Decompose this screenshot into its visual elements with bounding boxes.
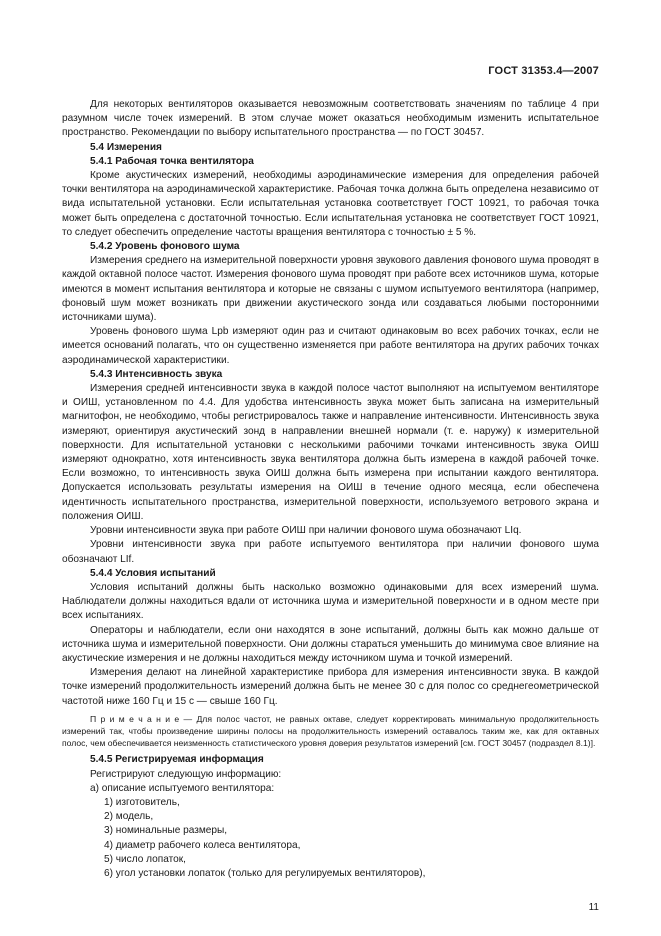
list-subitem: 5) число лопаток, bbox=[104, 853, 186, 865]
note-paragraph bbox=[62, 713, 599, 750]
section-5-4-1-heading: 5.4.1 Рабочая точка вентилятора bbox=[90, 155, 254, 167]
section-5-4-3-p3: Уровни интенсивности звука при работе испытуемого вентилятора при наличии фонового шума обозначают LIf. bbox=[62, 539, 599, 565]
page-number: 11 bbox=[588, 902, 599, 913]
section-5-4-5-heading: 5.4.5 Регистрируемая информация bbox=[90, 754, 264, 766]
page-body bbox=[62, 98, 599, 881]
section-5-4-4-p2: Операторы и наблюдатели, если они находятся в зоне испытаний, должны быть как можно дальше от источника шума и измерительной поверхности. Они должны стараться уменьшить до минимума свое влияние на акустические измерения и не должны находиться между источником шума и точкой измерений. bbox=[62, 624, 599, 664]
section-5-4-2-p2: Уровень фонового шума Lpb измеряют один раз и считают одинаковым во всех рабочих точках, если не имеется оснований полагать, что он существенно изменяется при работе вентилятора на других рабочих точках аэродинамической характеристики. bbox=[62, 326, 599, 366]
section-5-4-4-p3: Измерения делают на линейной характеристике прибора для измерения интенсивности звука. В каждой точке измерений продолжительность измерений должна быть не менее 30 с для полос со среднегеометрической частотой ниже 160 Гц и 15 с — свыше 160 Гц. bbox=[62, 667, 599, 707]
section-5-4-4-heading: 5.4.4 Условия испытаний bbox=[90, 567, 216, 579]
section-5-4-2-p1: Измерения среднего на измерительной поверхности уровня звукового давления фонового шума проводят в каждой октавной полосе частот. Измерения фонового шума проводят при работе всех источников шума, которые имеются в момент испытания вентилятора и которые не связаны с шумом испытуемого вентилятора (например, фоновый шум может возникать при движении акустического зонда или создаваться любыми посторонними источниками шума). bbox=[62, 255, 599, 324]
list-subitem: 1) изготовитель, bbox=[104, 796, 180, 808]
section-5-4-1-text: Кроме акустических измерений, необходимы аэродинамические измерения для определения рабочей точки вентилятора на аэродинамической характеристике. Рабочая точка должна быть определена независимо от вида испытательной установки. Если испытательная установка соответствует ГОСТ 10921, то рабочая точка может быть определена с достаточной точностью. Если испытательная установка не соответствует ГОСТ 10921, то следует обеспечить определение частоты вращения вентилятора с точностью ± 5 %. bbox=[62, 170, 599, 238]
list-subitem: 4) диаметр рабочего колеса вентилятора, bbox=[104, 839, 301, 851]
note-text: — Для полос частот, не равных октаве, следует корректировать минимальную продолжительность измерений так, чтобы произведение ширины полосы на продолжительность измерений оставалось таким же, как для октавных полос, чем обеспечивается неизменность статистического уровня доверия результатов измерений [см. ГОСТ 30457 (подраздел 8.1)]. bbox=[62, 713, 599, 749]
section-5-4-4-p1: Условия испытаний должны быть насколько возможно одинаковыми для всех измерений шума. Наблюдатели должны находиться вдали от источника шума и измерительной поверхности и в одном месте при всех испытаниях. bbox=[62, 581, 599, 622]
section-5-4-3-heading: 5.4.3 Интенсивность звука bbox=[90, 368, 223, 380]
list-item-a: а) описание испытуемого вентилятора: bbox=[90, 782, 275, 794]
note-label: П р и м е ч а н и е bbox=[90, 713, 180, 724]
section-5-4-heading: 5.4 Измерения bbox=[90, 141, 162, 153]
section-5-4-2-heading: 5.4.2 Уровень фонового шума bbox=[90, 241, 240, 253]
standard-header: ГОСТ 31353.4—2007 bbox=[488, 65, 599, 77]
list-subitem: 2) модель, bbox=[104, 811, 154, 823]
list-subitem: 3) номинальные размеры, bbox=[104, 825, 228, 837]
intro-paragraph: Для некоторых вентиляторов оказывается невозможным соответствовать значениям по таблице 4 при разумном числе точек измерений. В этом случае может оказаться необходимым изменить испытательное пространство. Рекомендации по выбору испытательного пространства — по ГОСТ 30457. bbox=[62, 99, 599, 139]
list-subitem: 6) угол установки лопаток (только для регулируемых вентиляторов), bbox=[104, 867, 426, 879]
section-5-4-3-p2: Уровни интенсивности звука при работе ОИШ при наличии фонового шума обозначают LIq. bbox=[90, 525, 522, 537]
section-5-4-5-intro: Регистрируют следующую информацию: bbox=[90, 768, 282, 780]
section-5-4-3-p1: Измерения средней интенсивности звука в каждой полосе частот выполняют на испытуемом вентиляторе и ОИШ, установленном по 4.4. Для удобства интенсивность звука может быть записана на измерительный магнитофон, не необходимо, чтобы регистрировалось также и направление интенсивности. Интенсивность звука измеряют, ориентируя акустический зонд в направлении внешней нормали (т. е. наружу) к измерительной поверхности. Для испытательной установки с несколькими рабочими точками интенсивность звука ОИШ измеряют однократно, хотя интенсивность звука вентилятора должна быть измерена в каждой рабочей точке. Если возможно, то интенсивность звука ОИШ должна быть измерена при испытании каждого вентилятора. Допускается использовать результаты измерения на ОИШ в течение одного месяца, если обеспечена идентичность испытательного пространства, измерительной поверхности, используемого ветрового экрана и положения ОИШ. bbox=[62, 383, 599, 522]
